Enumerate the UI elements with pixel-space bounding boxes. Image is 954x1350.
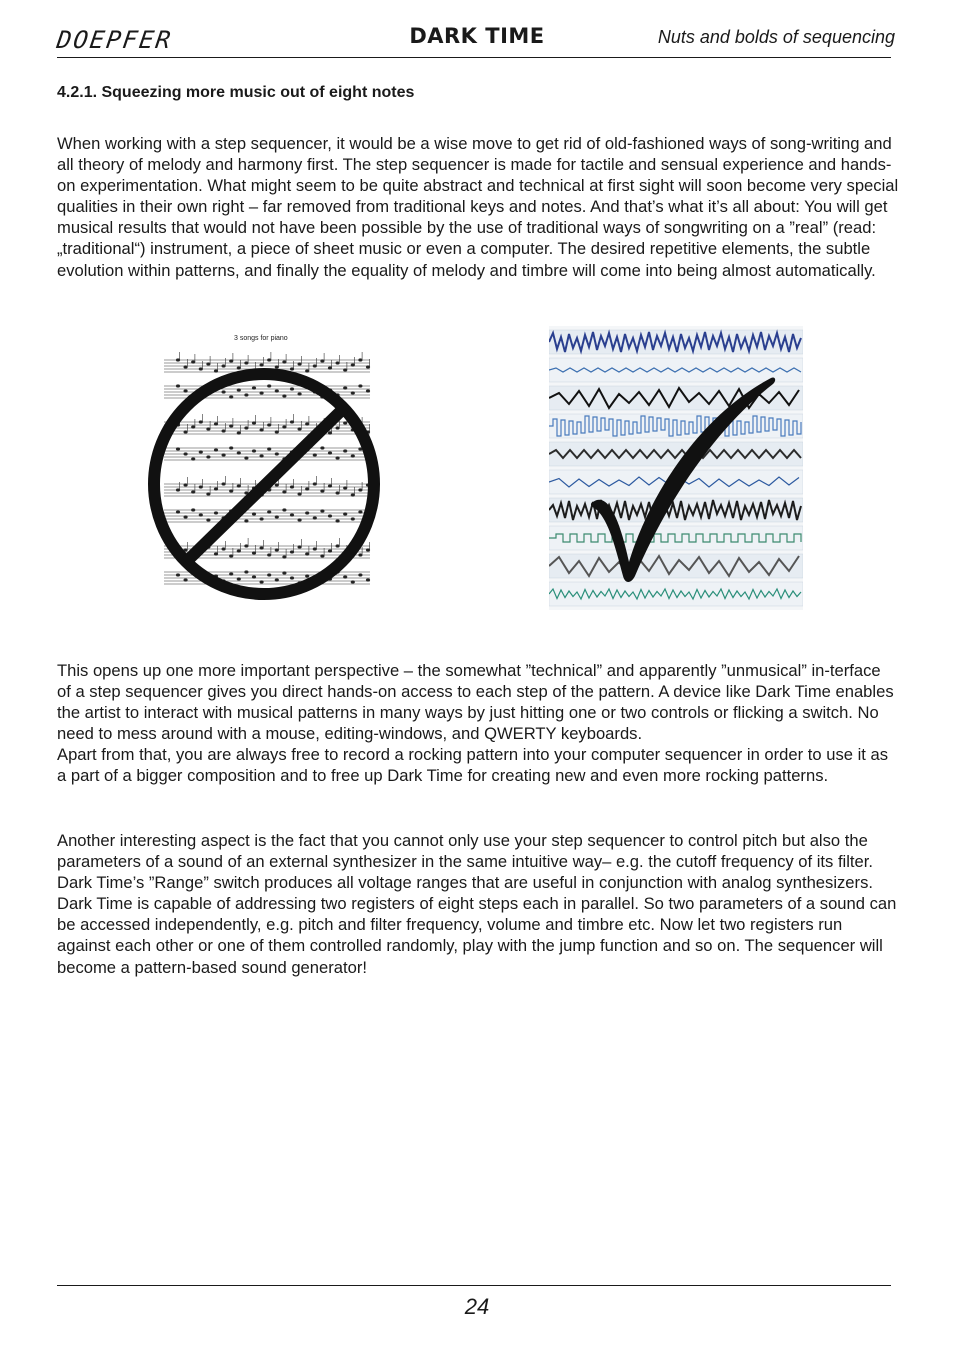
section-heading: 4.2.1. Squeezing more music out of eight notes — [57, 84, 415, 101]
footer-divider — [57, 1285, 891, 1286]
parameters-paragraph: Another interesting aspect is the fact that you cannot only use your step sequencer to control pitch but also the parameters of a sound of an external synthesizer in the same intuitive way– e.g. the cutoff frequency of its filter. Dark Time’s ”Range” switch produces all voltage ranges that are useful in conjunction with analog synthesizers. Dark Time is capable of addressing two registers of eight steps each in parallel. So two parameters of a sound can be accessed independently, e.g. pitch and filter frequency, volume and timbre etc. Now let two registers run against each other or one of them controlled randomly, play with the jump function and so on. The sequencer will become a pattern-based sound generator! — [57, 831, 897, 977]
product-title: DARK TIME — [409, 24, 545, 48]
intro-paragraph: When working with a step sequencer, it would be a wise move to get rid of old-fashioned ways of song-writing and all theory of melody and harmony first. The step sequencer is made for tactile and sensual experience and hands-on experimentation. What might seem to be quite abstract and technical at first sight will soon become very special qualities in their own right – far removed from traditional keys and notes. And that’s what it’s all about: You will get musical results that would not have been possible by the use of traditional ways of songwriting on a ”real” (read: „traditional“) instrument, a piece of sheet music or even a computer. The desired repetitive elements, the subtle evolution within patterns, and finally the equality of melody and timbre will come into being almost automatically. — [57, 134, 899, 280]
header-divider — [57, 57, 891, 58]
waveform-illustration — [549, 326, 803, 610]
sheet-music-title: 3 songs for piano — [234, 335, 288, 342]
perspective-paragraph: This opens up one more important perspective – the somewhat ”technical” and apparently ”unmusical” in-terface of a step sequencer gives you direct hands-on access to each step of the pattern. A device like Dark Time enables the artist to interact with musical patterns in many ways by just hitting one or two controls or flicking a switch. No need to mess around with a mouse, editing-windows, and QWERTY keyboards. Apart from that, you are always free to record a rocking pattern into your computer sequencer in order to use it as a part of a bigger composition and to free up Dark Time for creating new and even more rocking patterns. — [57, 661, 894, 786]
waveform-figure — [549, 326, 803, 610]
sheet-music-illustration — [148, 326, 382, 612]
brand-logo: DOEPFER — [55, 26, 175, 54]
chapter-title: Nuts and bolds of sequencing — [657, 27, 895, 47]
page-number: 24 — [464, 1294, 490, 1319]
sheet-music-figure — [148, 326, 382, 612]
